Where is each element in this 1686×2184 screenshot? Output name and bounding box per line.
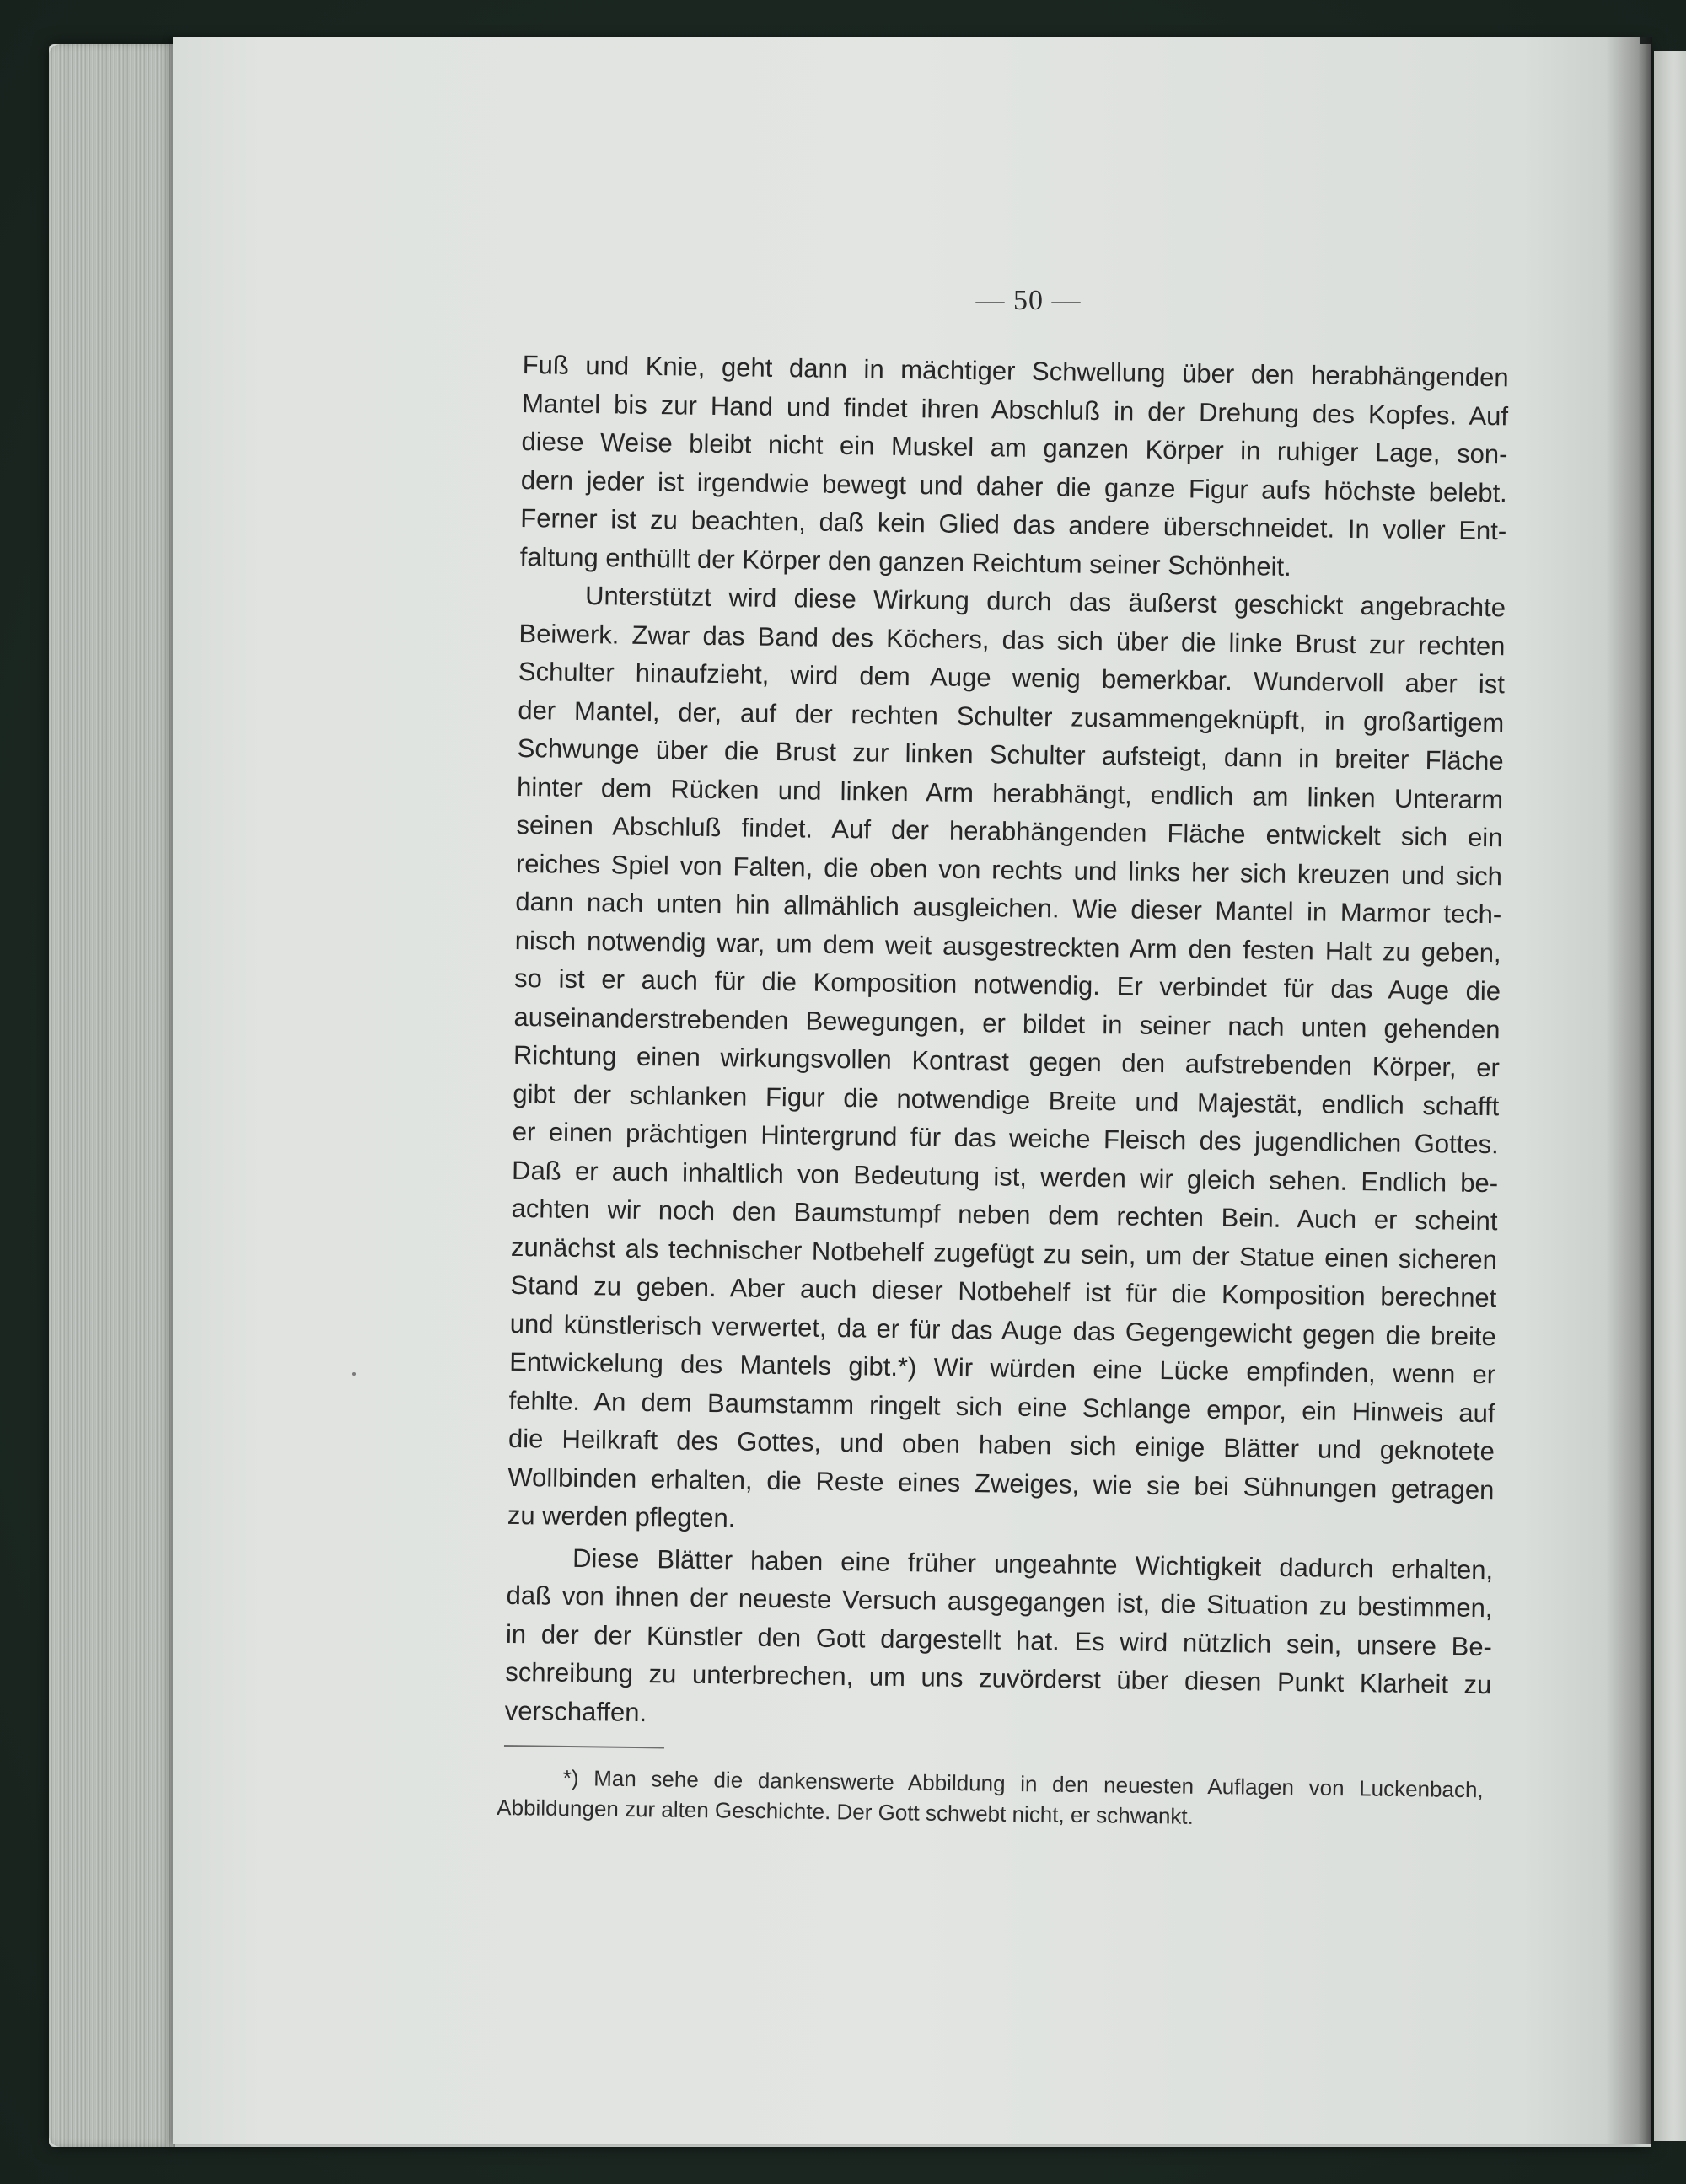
text-line: Ferner ist zu beachten, daß kein Glied das andere überschneidet. In voller Ent-	[520, 502, 1507, 546]
text-line: hinter dem Rücken und linken Arm herabhängt, endlich am linken Unterarm	[516, 771, 1504, 814]
paper-speck	[352, 1372, 356, 1376]
text-line: dern jeder ist irgendwie bewegt und daher die ganze Figur aufs höchste belebt.	[520, 464, 1508, 507]
text-line: dann nach unten hin allmählich ausgleichen. Wie dieser Mantel in Marmor tech-	[515, 886, 1502, 930]
text-line: Schwunge über die Brust zur linken Schulter aufsteigt, dann in breiter Fläche	[517, 732, 1504, 776]
page-number: — 50 —	[975, 285, 1082, 316]
footnote	[497, 1762, 1484, 1835]
text-line: die Heilkraft des Gottes, und oben haben sich einige Blätter und geknotete	[507, 1423, 1495, 1467]
text-line: zu werden pflegten.	[507, 1500, 736, 1533]
text-line: so ist er auch für die Komposition notwendig. Er verbindet für das Auge die	[513, 963, 1501, 1006]
text-line: Wollbinden erhalten, die Reste eines Zweiges, wie sie bei Sühnungen getragen	[507, 1462, 1495, 1505]
text-line: Stand zu geben. Aber auch dieser Notbehelf ist für die Komposition berechnet	[510, 1269, 1497, 1313]
text-line: Richtung einen wirkungsvollen Kontrast gegen den aufstrebenden Körper, er	[513, 1039, 1501, 1083]
text-line: diese Weise bleibt nicht ein Muskel am ganzen Körper in ruhiger Lage, son-	[521, 426, 1508, 470]
text-line: Beiwerk. Zwar das Band des Köchers, das sich über die linke Brust zur rechten	[518, 618, 1506, 661]
text-line: schreibung zu unterbrechen, um uns zuvörderst über diesen Punkt Klarheit zu	[505, 1656, 1492, 1700]
paragraph	[505, 1537, 1494, 1742]
text-line: auseinanderstrebenden Bewegungen, er bildet in seiner nach unten gehenden	[513, 1001, 1501, 1044]
page-edges	[49, 44, 175, 2147]
body-text	[505, 346, 1509, 1742]
facing-page-edge	[1654, 51, 1686, 2141]
text-line: fehlte. An dem Baumstamm ringelt sich eine Schlange empor, ein Hinweis auf	[508, 1385, 1495, 1428]
text-line: Daß er auch inhaltlich von Bedeutung ist, werden wir gleich sehen. Endlich be-	[511, 1155, 1499, 1198]
text-line: reiches Spiel von Falten, die oben von rechts und links her sich kreuzen und sich	[515, 848, 1503, 891]
text-line: daß von ihnen der neueste Versuch ausgegangen ist, die Situation zu bestimmen,	[506, 1580, 1493, 1623]
footnote-line: Abbildungen zur alten Geschichte. Der Gott schwebt nicht, er schwankt.	[497, 1794, 1195, 1829]
text-line: Mantel bis zur Hand und findet ihren Abschluß in der Drehung des Kopfes. Auf	[521, 388, 1509, 431]
text-line: Schulter hinaufzieht, wird dem Auge wenig bemerkbar. Wundervoll aber ist	[518, 656, 1506, 700]
text-line: verschaffen.	[504, 1695, 647, 1727]
text-line: er einen prächtigen Hintergrund für das weiche Fleisch des jugendlichen Gottes.	[512, 1116, 1499, 1160]
text-line: seinen Abschluß findet. Auf der herabhängenden Fläche entwickelt sich ein	[516, 809, 1503, 853]
text-line: Unterstützt wird diese Wirkung durch das äußerst geschickt angebrachte	[584, 580, 1506, 623]
text-line: nisch notwendig war, um dem weit ausgestreckten Arm den festen Halt zu geben,	[514, 925, 1501, 968]
text-line: Diese Blätter haben eine früher ungeahnte Wichtigkeit dadurch erhalten,	[572, 1543, 1494, 1585]
text-line: Entwickelung des Mantels gibt.*) Wir würden eine Lücke empfinden, wenn er	[508, 1346, 1496, 1390]
gutter-shadow	[1606, 37, 1652, 2144]
paragraph	[519, 346, 1508, 588]
text-line: Fuß und Knie, geht dann in mächtiger Schwellung über den herabhängenden	[522, 349, 1509, 393]
footnote-line: *) Man sehe die dankenswerte Abbildung in den neuesten Auflagen von Luckenbach,	[562, 1765, 1484, 1803]
text-line: gibt der schlanken Figur die notwendige Breite und Majestät, endlich schafft	[513, 1078, 1500, 1121]
text-line: der Mantel, der, auf der rechten Schulter zusammengeknüpft, in großartigem	[518, 695, 1505, 738]
text-line: zunächst als technischer Notbehelf zugefügt zu sein, um der Statue einen sicheren	[510, 1232, 1498, 1274]
paragraph	[507, 576, 1506, 1548]
text-line: in der der Künstler den Gott dargestellt hat. Es wird nützlich sein, unsere Be-	[505, 1618, 1493, 1661]
text-line: und künstlerisch verwertet, da er für das Auge das Gegengewicht gegen die breite	[509, 1308, 1496, 1351]
text-line: faltung enthüllt der Körper den ganzen Reichtum seiner Schönheit.	[519, 541, 1291, 582]
text-line: achten wir noch den Baumstumpf neben dem rechten Bein. Auch er scheint	[511, 1193, 1498, 1237]
